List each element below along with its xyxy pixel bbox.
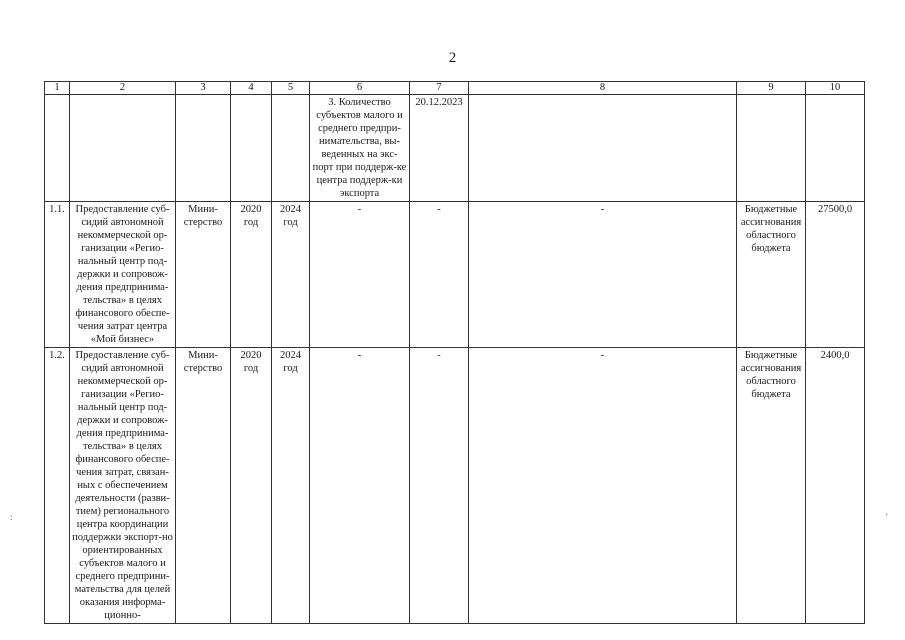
responsible-party: Мини-стерство xyxy=(176,202,231,348)
column-number: 6 xyxy=(310,82,410,95)
indicator: 3. Количество субъектов малого и среднего предпри-нимательства, вы-веденных на экс-порт при поддерж-ке центра поддерж-ки экспорта xyxy=(310,95,410,202)
column-number: 1 xyxy=(45,82,70,95)
column-number: 2 xyxy=(70,82,176,95)
funding-amount: 2400,0 xyxy=(806,348,865,624)
column-number: 8 xyxy=(469,82,737,95)
responsible-party xyxy=(176,95,231,202)
column-number-row xyxy=(45,82,865,95)
responsible-party: Мини-стерство xyxy=(176,348,231,624)
start-year: 2020 год xyxy=(231,348,272,624)
table-row xyxy=(45,202,865,348)
funding-source: Бюджетные ассигнования областного бюджета xyxy=(737,348,806,624)
indicator-date: 20.12.2023 xyxy=(410,95,469,202)
indicator-date: - xyxy=(410,348,469,624)
item-number: 1.2. xyxy=(45,348,70,624)
item-description: Предоставление суб-сидий автономной некоммерческой ор-ганизации «Регио-нальный центр под-держки и сопровож-дения предпринима-тельства» в целях финансового обеспе-чения затрат, связан-ных с обеспечением деятельности (разви-тием) регионального центра координации поддержки экспорт-но ориентированных субъектов малого и среднего предприни-мательства для целей оказания информа-ционно- xyxy=(70,348,176,624)
item-description: Предоставление суб-сидий автономной некоммерческой ор-ганизации «Регио-нальный центр под-держки и сопровож-дения предпринима-тельства» в целях финансового обеспе-чения затрат центра «Мой бизнес» xyxy=(70,202,176,348)
page-number: 2 xyxy=(448,50,457,66)
program-table xyxy=(44,81,865,624)
end-year: 2024 год xyxy=(272,348,310,624)
column-8-value: - xyxy=(469,348,737,624)
column-8-value: - xyxy=(469,202,737,348)
end-year xyxy=(272,95,310,202)
funding-source xyxy=(737,95,806,202)
table-row xyxy=(45,95,865,202)
item-number: 1.1. xyxy=(45,202,70,348)
end-year: 2024 год xyxy=(272,202,310,348)
indicator: - xyxy=(310,202,410,348)
funding-source: Бюджетные ассигнования областного бюджета xyxy=(737,202,806,348)
column-number: 7 xyxy=(410,82,469,95)
scan-mark: ' xyxy=(886,512,888,522)
scan-mark: : xyxy=(10,512,13,522)
start-year: 2020 год xyxy=(231,202,272,348)
column-number: 3 xyxy=(176,82,231,95)
funding-amount: 27500,0 xyxy=(806,202,865,348)
item-description xyxy=(70,95,176,202)
column-number: 10 xyxy=(806,82,865,95)
start-year xyxy=(231,95,272,202)
funding-amount xyxy=(806,95,865,202)
column-number: 4 xyxy=(231,82,272,95)
column-8-value xyxy=(469,95,737,202)
column-number: 5 xyxy=(272,82,310,95)
table-row xyxy=(45,348,865,624)
item-number xyxy=(45,95,70,202)
column-number: 9 xyxy=(737,82,806,95)
indicator-date: - xyxy=(410,202,469,348)
indicator: - xyxy=(310,348,410,624)
